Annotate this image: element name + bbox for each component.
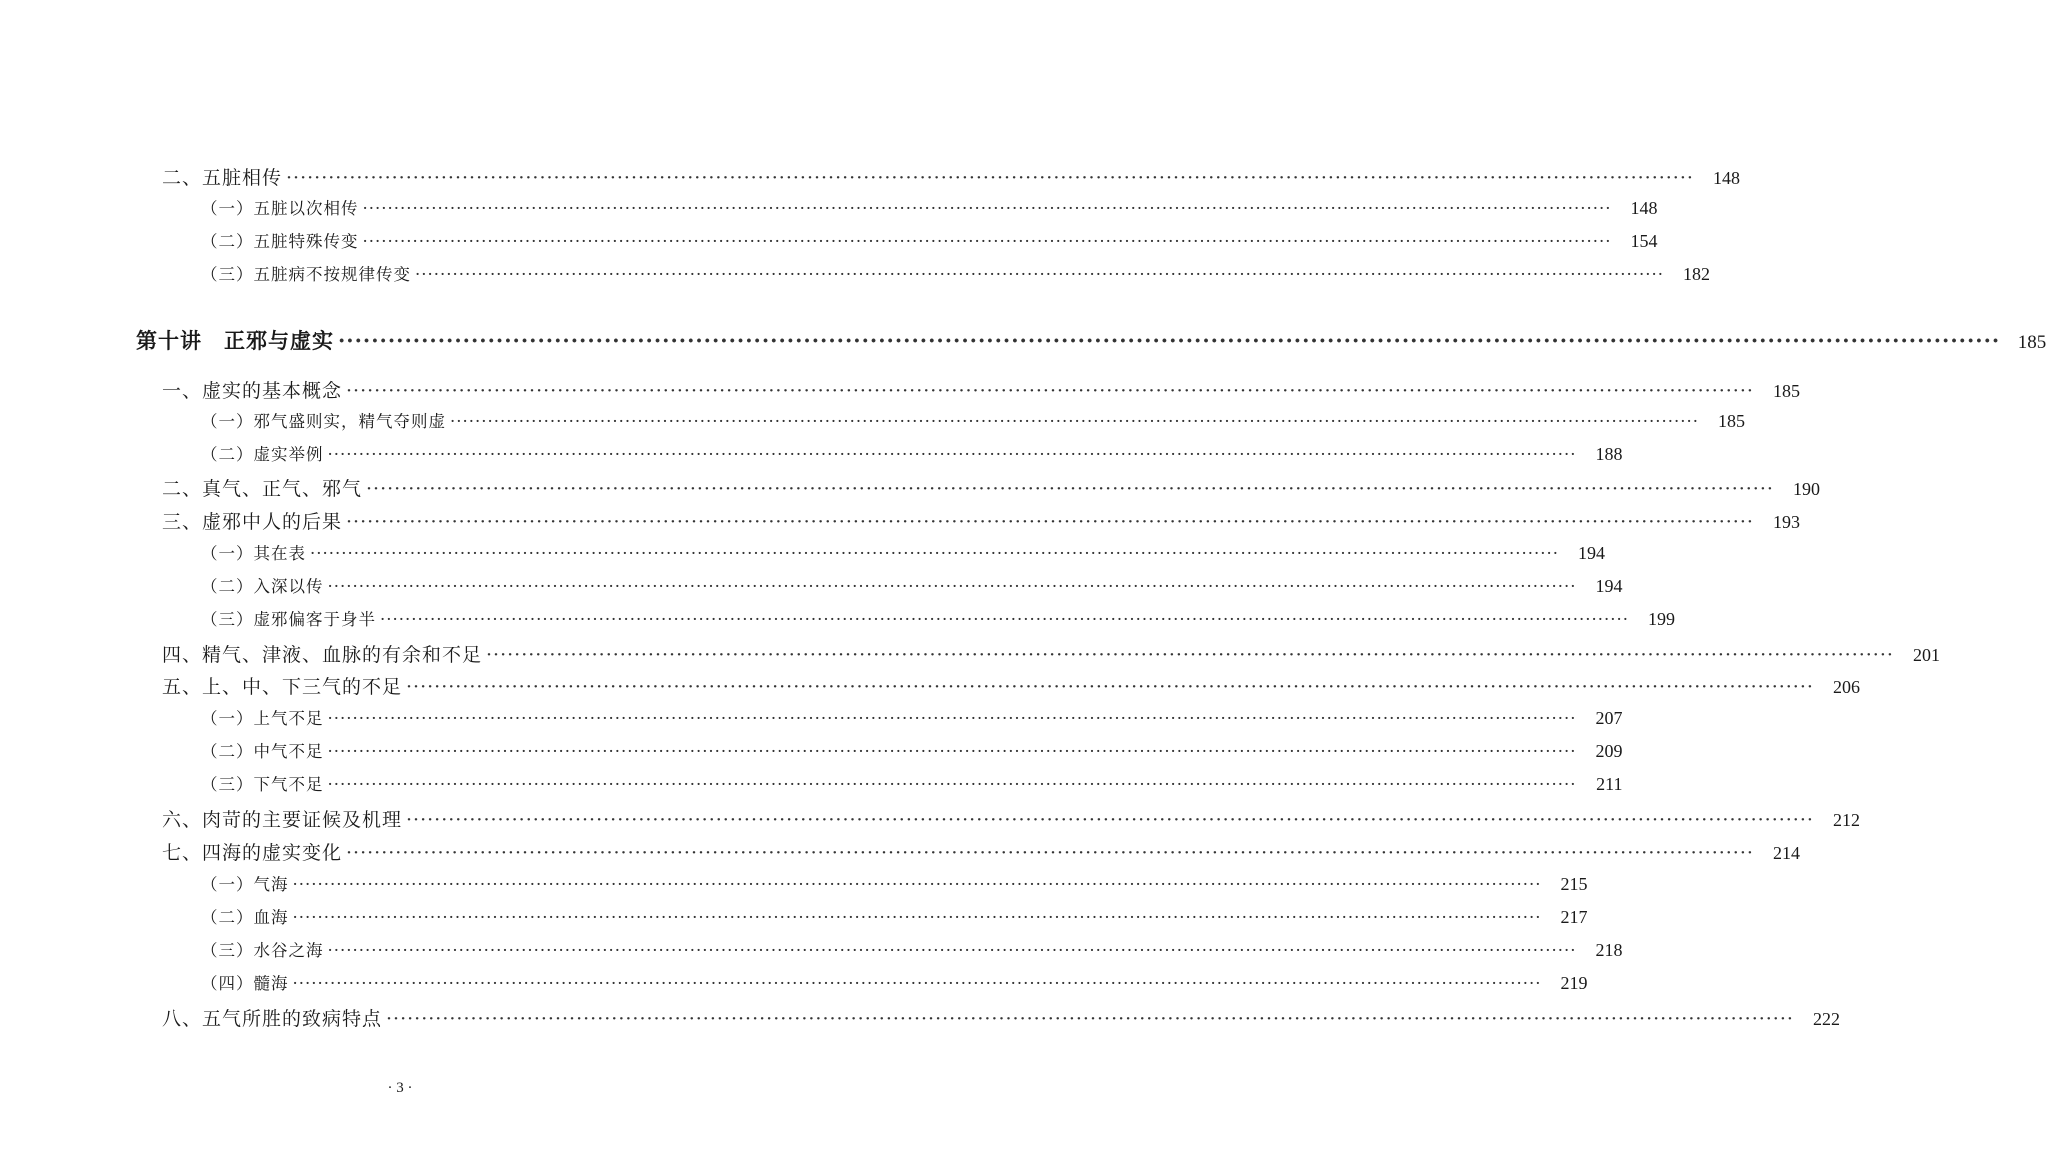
toc-entry-page: 209 <box>1595 741 1623 761</box>
toc-entry-page: 211 <box>1596 774 1623 794</box>
toc-section-entry <box>0 672 1860 700</box>
dot-leader: ········································································································································································································ <box>327 775 1577 794</box>
toc-subsection-entry <box>0 937 1623 965</box>
toc-entry-page: 212 <box>1832 810 1860 830</box>
toc-entry-page: 188 <box>1595 444 1623 464</box>
toc-section-entry <box>0 640 1940 668</box>
toc-subsection-entry <box>0 573 1623 601</box>
toc-entry-title: （三）水谷之海 <box>201 941 324 960</box>
toc-entry-title: （二）五脏特殊传变 <box>201 232 359 251</box>
toc-entry-title: 一、虚实的基本概念 <box>162 380 343 402</box>
dot-leader: ········································································································································································································ <box>292 875 1542 894</box>
toc-entry-title: （二）血海 <box>201 908 289 927</box>
toc-entry-title: （三）下气不足 <box>201 775 324 794</box>
toc-entry-page: 148 <box>1630 198 1658 218</box>
toc-entry-title: （一）五脏以次相传 <box>201 199 359 218</box>
toc-entry-page: 207 <box>1595 708 1623 728</box>
toc-entry-title: （二）虚实举例 <box>201 445 324 464</box>
toc-subsection-entry <box>0 771 1623 799</box>
toc-entry-title: （一）邪气盛则实，精气夺则虚 <box>201 412 446 431</box>
dot-leader: ········································································································································································································ <box>292 908 1542 927</box>
dot-leader: ········································································································································································································ <box>362 232 1612 251</box>
toc-entry-page: 190 <box>1792 479 1820 499</box>
toc-entry-title: （一）上气不足 <box>201 709 324 728</box>
dot-leader: ········································································································································································································ <box>406 676 1814 698</box>
toc-entry-title: 四、精气、津液、血脉的有余和不足 <box>162 644 483 666</box>
toc-subsection-entry <box>0 904 1588 932</box>
toc-section-entry <box>0 1004 1840 1032</box>
dot-leader: ········································································································································································································ <box>346 842 1754 864</box>
toc-entry-title: 五、上、中、下三气的不足 <box>162 676 403 698</box>
page-number: · 3 · <box>387 1080 413 1096</box>
dot-leader: ········································································································································································································ <box>486 644 1894 666</box>
toc-subsection-entry <box>0 871 1588 899</box>
toc-section-entry <box>0 805 1860 833</box>
toc-entry-page: 214 <box>1772 843 1800 863</box>
dot-leader: ········································································································································································································ <box>338 328 2001 353</box>
toc-entry-title: 八、五气所胜的致病特点 <box>162 1008 383 1030</box>
toc-entry-title: （四）髓海 <box>201 974 289 993</box>
toc-subsection-entry <box>0 738 1623 766</box>
dot-leader: ········································································································································································································ <box>366 478 1774 500</box>
toc-entry-page: 206 <box>1832 677 1860 697</box>
toc-subsection-entry <box>0 195 1658 223</box>
toc-subsection-entry <box>0 408 1745 436</box>
dot-leader: ········································································································································································································ <box>310 544 1559 563</box>
dot-leader: ········································································································································································································ <box>327 577 1577 596</box>
toc-section-entry <box>0 376 1800 404</box>
toc-entry-title: 二、五脏相传 <box>162 167 283 189</box>
toc-entry-page: 222 <box>1812 1009 1840 1029</box>
toc-entry-page: 201 <box>1912 645 1940 665</box>
toc-entry-title: 六、肉苛的主要证候及机理 <box>162 809 403 831</box>
toc-section-entry <box>0 163 1740 191</box>
toc-chapter-entry <box>0 325 2046 353</box>
dot-leader: ········································································································································································································ <box>327 941 1577 960</box>
dot-leader: ········································································································································································································ <box>327 742 1577 761</box>
toc-entry-title: 七、四海的虚实变化 <box>162 842 343 864</box>
toc-entry-title: 第十讲 正邪与虚实 <box>136 328 334 353</box>
toc-entry-page: 185 <box>1772 381 1800 401</box>
toc-section-entry <box>0 474 1820 502</box>
toc-entry-page: 219 <box>1560 973 1588 993</box>
dot-leader: ········································································································································································································ <box>380 610 1629 629</box>
toc-entry-page: 218 <box>1595 940 1623 960</box>
dot-leader: ········································································································································································································ <box>292 974 1542 993</box>
toc-entry-title: （二）入深以传 <box>201 577 324 596</box>
toc-entry-page: 154 <box>1630 231 1658 251</box>
dot-leader: ········································································································································································································ <box>415 265 1664 284</box>
toc-section-entry <box>0 838 1800 866</box>
toc-entry-page: 185 <box>1717 411 1745 431</box>
toc-entry-title: （一）气海 <box>201 875 289 894</box>
dot-leader: ········································································································································································································ <box>327 445 1577 464</box>
toc-entry-page: 217 <box>1560 907 1588 927</box>
toc-subsection-entry <box>0 228 1658 256</box>
toc-entry-page: 148 <box>1712 168 1740 188</box>
dot-leader: ········································································································································································································ <box>450 412 1699 431</box>
toc-subsection-entry <box>0 441 1623 469</box>
toc-entry-title: （三）虚邪偏客于身半 <box>201 610 376 629</box>
toc-entry-page: 194 <box>1577 543 1605 563</box>
toc-entry-page: 182 <box>1682 264 1710 284</box>
toc-entry-page: 185 <box>2017 332 2046 353</box>
dot-leader: ········································································································································································································ <box>286 167 1694 189</box>
dot-leader: ········································································································································································································ <box>386 1008 1794 1030</box>
toc-entry-page: 193 <box>1772 512 1800 532</box>
toc-subsection-entry <box>0 261 1710 289</box>
toc-subsection-entry <box>0 970 1588 998</box>
toc-entry-title: 二、真气、正气、邪气 <box>162 478 363 500</box>
toc-entry-title: 三、虚邪中人的后果 <box>162 511 343 533</box>
toc-subsection-entry <box>0 606 1675 634</box>
dot-leader: ········································································································································································································ <box>362 199 1612 218</box>
toc-entry-page: 199 <box>1647 609 1675 629</box>
toc-entry-title: （一）其在表 <box>201 544 306 563</box>
toc-subsection-entry <box>0 705 1623 733</box>
dot-leader: ········································································································································································································ <box>346 380 1754 402</box>
toc-subsection-entry <box>0 540 1605 568</box>
toc-entry-title: （三）五脏病不按规律传变 <box>201 265 411 284</box>
toc-entry-page: 215 <box>1560 874 1588 894</box>
toc-entry-page: 194 <box>1595 576 1623 596</box>
dot-leader: ········································································································································································································ <box>406 809 1814 831</box>
dot-leader: ········································································································································································································ <box>346 511 1754 533</box>
toc-entry-title: （二）中气不足 <box>201 742 324 761</box>
toc-section-entry <box>0 507 1800 535</box>
dot-leader: ········································································································································································································ <box>327 709 1577 728</box>
